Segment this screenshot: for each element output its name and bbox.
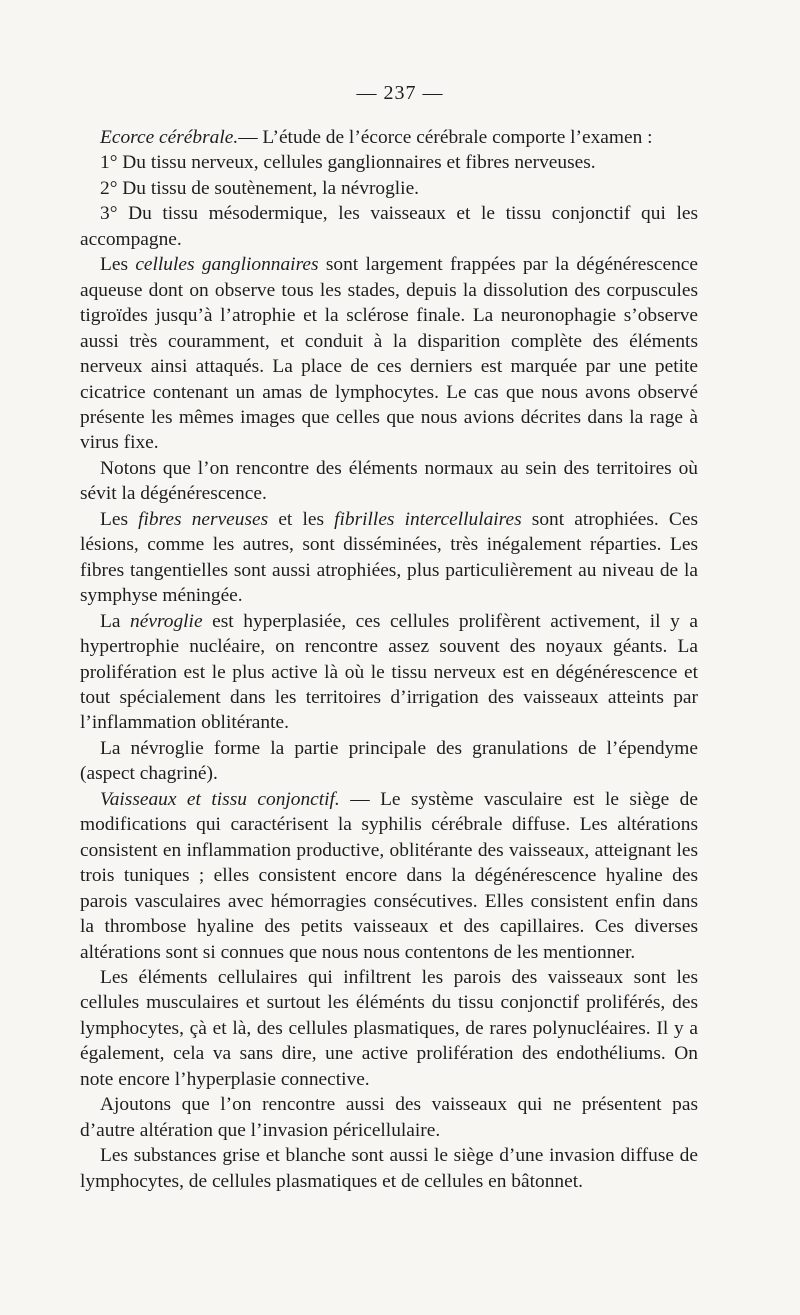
- paragraph: Ajoutons que l’on rencontre aussi des vaisseaux qui ne présentent pas d’autre altération que l’invasion péricellulaire.: [80, 1094, 698, 1141]
- paragraph: Vaisseaux et tissu conjonctif. — Le système vasculaire est le siège de modifications qui caractérisent la syphilis cérébrale diffuse. Les altérations consistent en inflammation productive, oblitérante des vaisseaux, atteignant les trois tuniques ; elles consistent encore dans la dégénérescence hyaline des parois vasculaires avec hémorragies consécutives. Elles consistent enfin dans la thrombose hyaline des petits vaisseaux et des capillaires. Ces diverses altérations sont si connues que nous nous contentons de les mentionner.: [80, 788, 698, 963]
- paragraph: Les éléments cellulaires qui infiltrent les parois des vaisseaux sont les cellules musculaires et surtout les éléménts du tissu conjonctif proliférés, des lymphocytes, çà et là, des cellules plasmatiques, de rares polynucléaires. Il y a également, cela va sans dire, une active prolifération des endothéliums. On note encore l’hyperplasie connective.: [80, 966, 698, 1090]
- paragraph: La névroglie forme la partie principale des granulations de l’épendyme (aspect chagriné).: [80, 737, 698, 785]
- body-text: [80, 125, 698, 1194]
- paragraph: Les fibres nerveuses et les fibrilles intercellulaires sont atrophiées. Ces lésions, comme les autres, sont disséminées, très inégalement réparties. Les fibres tangentielles sont aussi atrophiées, plus particulièrement au niveau de la symphyse méningée.: [80, 508, 699, 607]
- paragraph: Les substances grise et blanche sont aussi le siège d’une invasion diffuse de lymphocytes, de cellules plasmatiques et de cellules en bâtonnet.: [80, 1145, 698, 1192]
- page-number: — 237 —: [356, 82, 444, 104]
- italic-term: cellules ganglionnaires: [135, 254, 319, 276]
- section-heading-ecorce: Ecorce cérébrale.: [100, 127, 239, 148]
- italic-term: névroglie: [130, 610, 203, 632]
- paragraph: Notons que l’on rencontre des éléments normaux au sein des territoires où sévit la dégénérescence.: [80, 457, 698, 505]
- paragraph: La névroglie est hyperplasiée, ces cellules prolifèrent activement, il y a hypertrophie nucléaire, on rencontre assez souvent des noyaux géants. La prolifération est le plus active là où le tissu nerveux est en dégénérescence et tout spécialement dans les territoires d’irrigation des vaisseaux atteints par l’inflammation oblitérante.: [80, 610, 698, 734]
- paragraph: 1° Du tissu nerveux, cellules ganglionnaires et fibres nerveuses.: [100, 152, 596, 174]
- paragraph: Les cellules ganglionnaires sont largement frappées par la dégénérescence aqueuse dont on observe tous les stades, depuis la dissolution des corpuscules tigroïdes jusqu’à l’atrophie et la sclérose finale. La neuronophagie s’observe aussi très couramment, et conduit à la disparition complète des éléments nerveux ainsi attaqués. La place de ces derniers est marquée par une petite cicatrice contenant un amas de lymphocytes. Le cas que nous avons observé présente les mêmes images que celles que nous avions décrites dans la rage à virus fixe.: [80, 254, 698, 454]
- italic-term: fibrilles intercellulaires: [334, 508, 522, 530]
- section-heading-vaisseaux: Vaisseaux et tissu conjonctif.: [100, 788, 340, 810]
- paragraph: 2° Du tissu de soutènement, la névroglie.: [100, 177, 420, 199]
- paragraph: Ecorce cérébrale.— L’étude de l’écorce cérébrale comporte l’examen :: [100, 127, 653, 148]
- paragraph: 3° Du tissu mésodermique, les vaisseaux et le tissu conjonctif qui les accompagne.: [80, 203, 698, 250]
- italic-term: fibres nerveuses: [138, 508, 269, 530]
